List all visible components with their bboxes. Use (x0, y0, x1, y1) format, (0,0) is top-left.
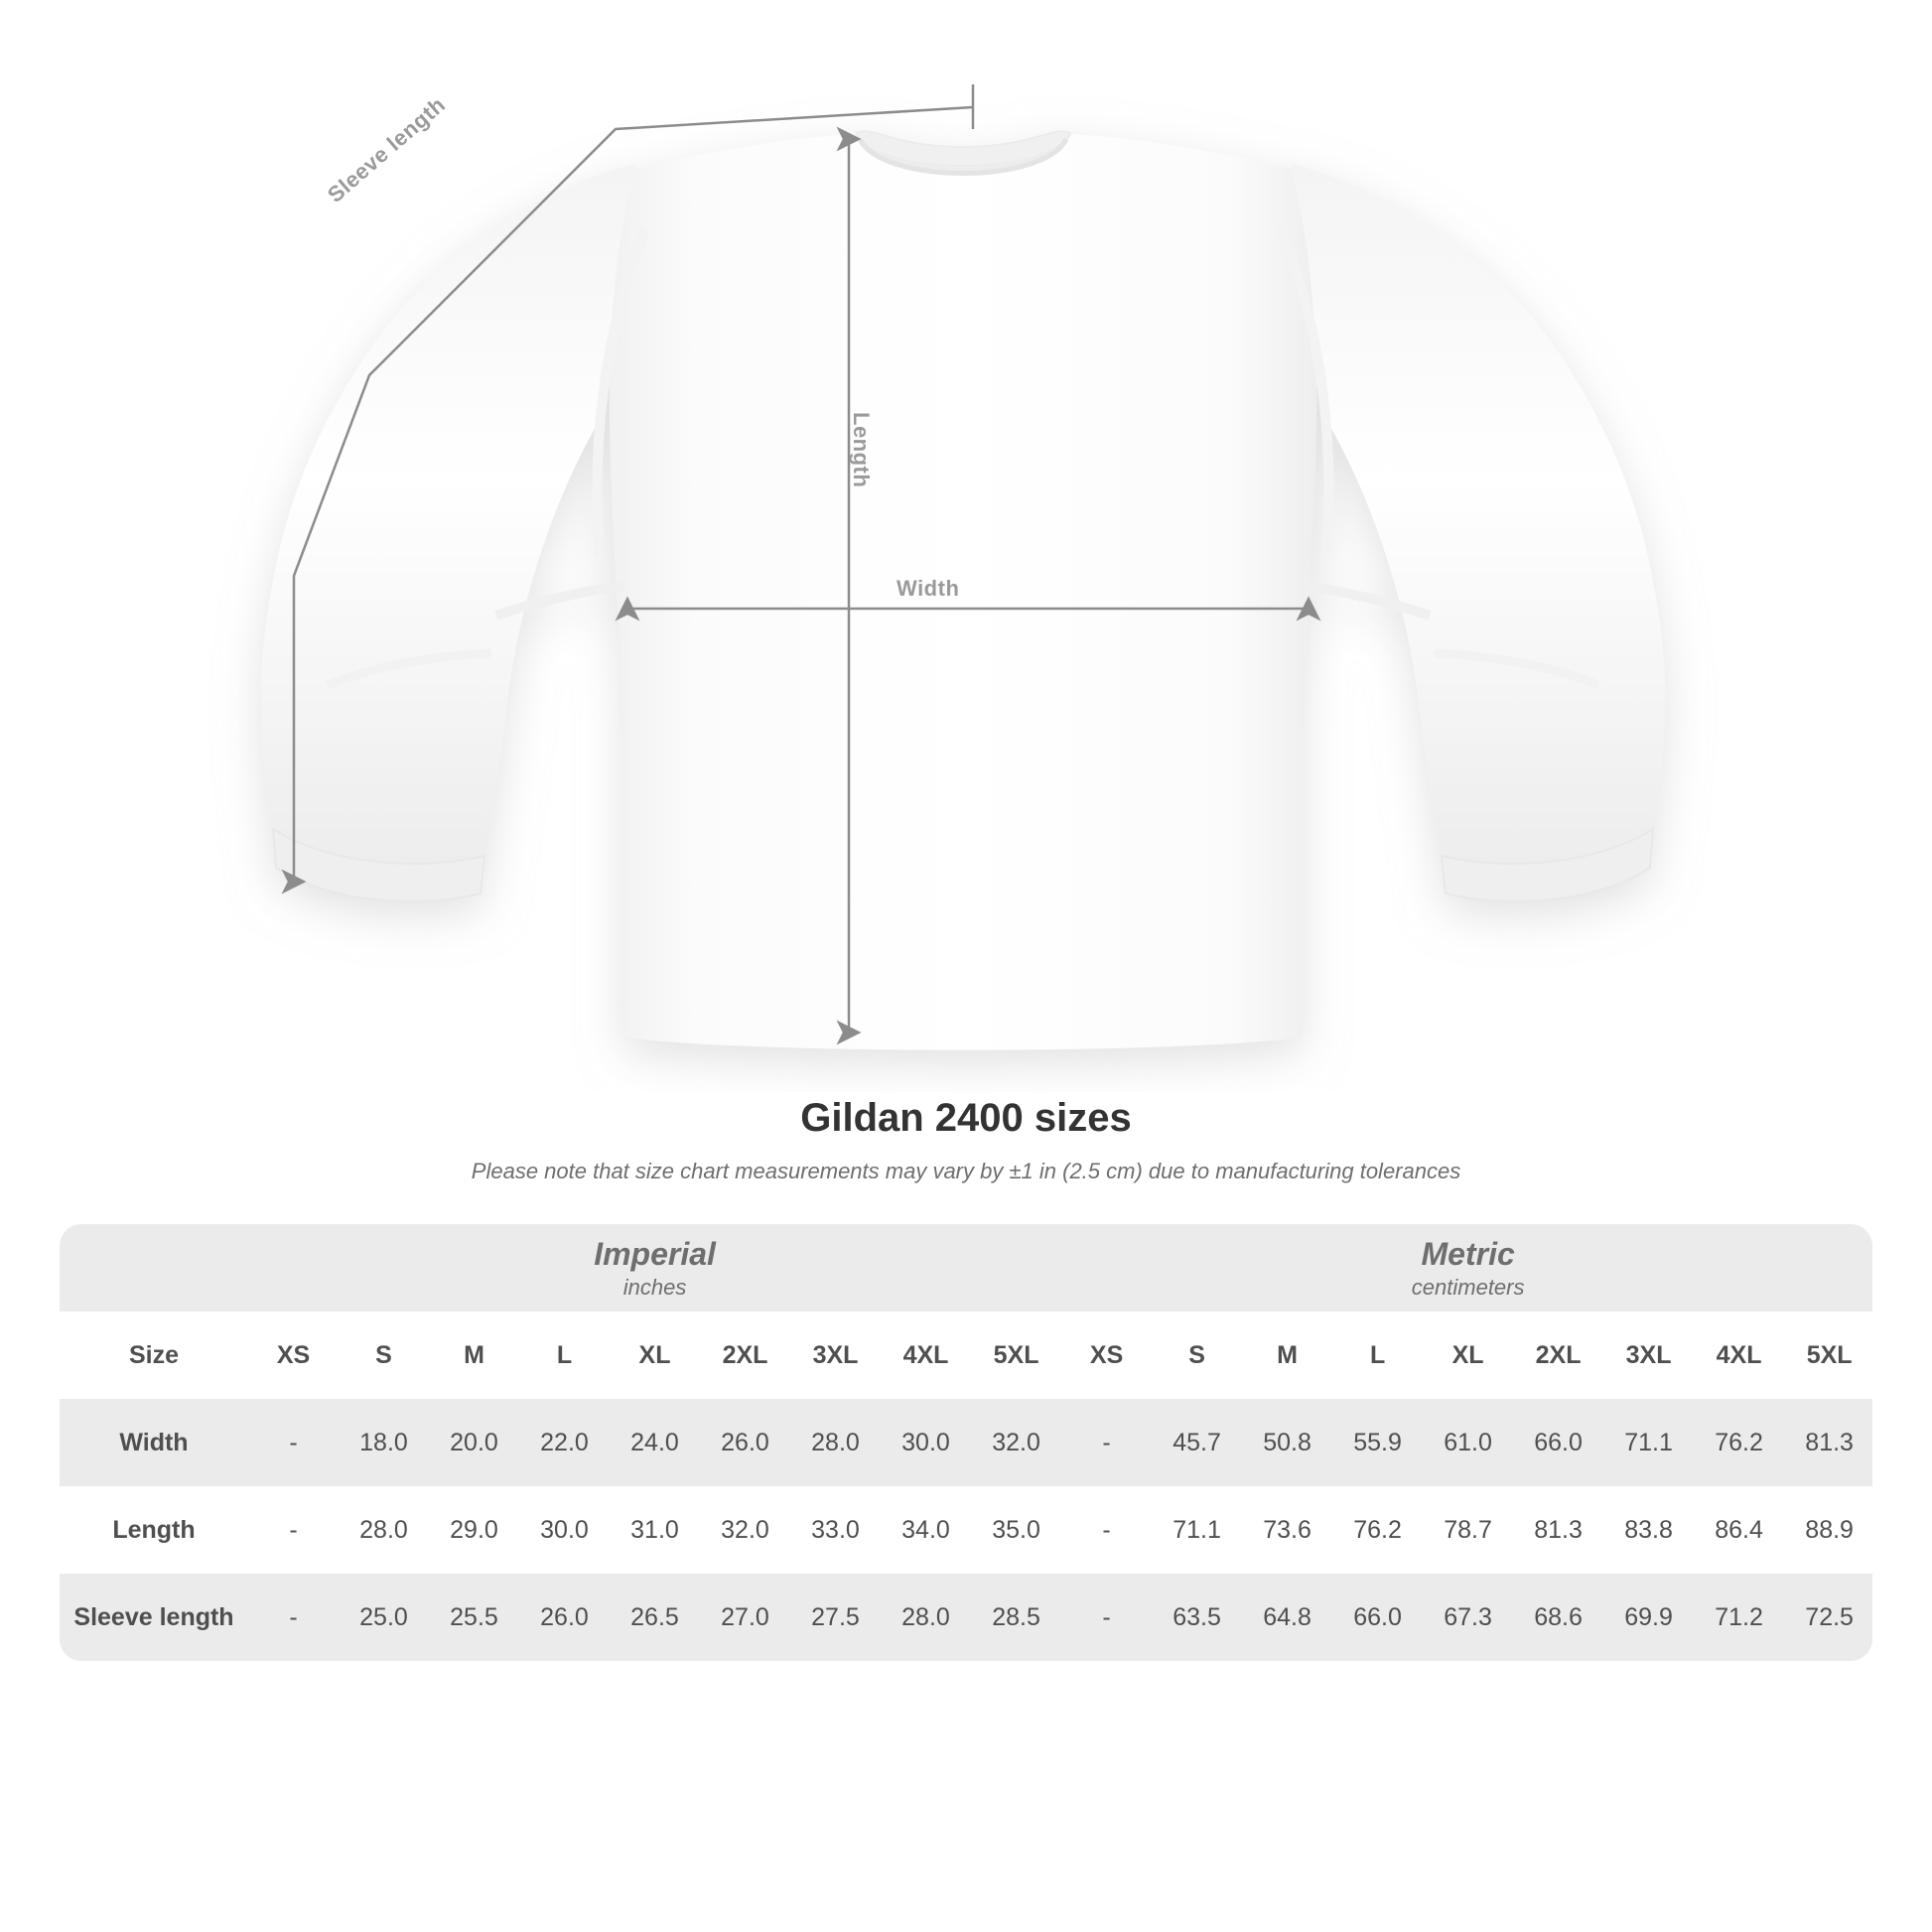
size-header-label: Size (60, 1311, 248, 1399)
cell-sleeve-imperial-m: 25.5 (429, 1574, 519, 1661)
size-table (60, 1224, 1872, 1661)
cell-sleeve-metric-3xl: 69.9 (1603, 1574, 1694, 1661)
size-col-metric-l: L (1332, 1311, 1423, 1399)
size-col-metric-xs: XS (1061, 1311, 1152, 1399)
title-block (0, 1096, 1932, 1184)
cell-sleeve-metric-s: 63.5 (1152, 1574, 1242, 1661)
unit-name-metric: Metric (1421, 1235, 1515, 1272)
cell-sleeve-metric-m: 64.8 (1242, 1574, 1332, 1661)
cell-width-metric-s: 45.7 (1152, 1399, 1242, 1486)
cell-sleeve-imperial-xs: - (248, 1574, 339, 1661)
cell-length-metric-xs: - (1061, 1486, 1152, 1574)
size-col-metric-4xl: 4XL (1694, 1311, 1784, 1399)
cell-length-metric-xl: 78.7 (1423, 1486, 1513, 1574)
unit-sub-imperial: inches (622, 1274, 687, 1300)
cell-width-imperial-xs: - (248, 1399, 339, 1486)
cell-length-imperial-5xl: 35.0 (971, 1486, 1061, 1574)
cell-length-imperial-xl: 31.0 (610, 1486, 700, 1574)
size-col-imperial-2xl: 2XL (700, 1311, 790, 1399)
size-col-imperial-xs: XS (248, 1311, 339, 1399)
cell-sleeve-imperial-l: 26.0 (519, 1574, 610, 1661)
cell-width-metric-2xl: 66.0 (1513, 1399, 1603, 1486)
size-col-metric-xl: XL (1423, 1311, 1513, 1399)
size-col-metric-m: M (1242, 1311, 1332, 1399)
cell-sleeve-imperial-4xl: 28.0 (881, 1574, 971, 1661)
size-table-wrapper (60, 1224, 1872, 1661)
cell-width-imperial-3xl: 28.0 (790, 1399, 881, 1486)
tolerance-note: Please note that size chart measurements may vary by ±1 in (2.5 cm) due to manufacturing tolerances (471, 1159, 1461, 1183)
cell-width-metric-xl: 61.0 (1423, 1399, 1513, 1486)
page-title: Gildan 2400 sizes (800, 1096, 1132, 1140)
size-col-imperial-m: M (429, 1311, 519, 1399)
cell-length-imperial-l: 30.0 (519, 1486, 610, 1574)
cell-width-metric-4xl: 76.2 (1694, 1399, 1784, 1486)
unit-group-imperial (248, 1224, 1061, 1311)
cell-length-metric-5xl: 88.9 (1784, 1486, 1872, 1574)
cell-length-imperial-3xl: 33.0 (790, 1486, 881, 1574)
size-col-metric-3xl: 3XL (1603, 1311, 1694, 1399)
unit-group-metric (1061, 1224, 1872, 1311)
cell-sleeve-metric-xs: - (1061, 1574, 1152, 1661)
cell-width-metric-3xl: 71.1 (1603, 1399, 1694, 1486)
cell-width-imperial-5xl: 32.0 (971, 1399, 1061, 1486)
cell-width-metric-xs: - (1061, 1399, 1152, 1486)
size-col-imperial-l: L (519, 1311, 610, 1399)
cell-length-metric-4xl: 86.4 (1694, 1486, 1784, 1574)
row-label-sleeve-length: Sleeve length (60, 1574, 248, 1661)
cell-sleeve-imperial-xl: 26.5 (610, 1574, 700, 1661)
cell-length-metric-l: 76.2 (1332, 1486, 1423, 1574)
cell-width-imperial-4xl: 30.0 (881, 1399, 971, 1486)
table-corner (60, 1224, 248, 1311)
cell-length-metric-m: 73.6 (1242, 1486, 1332, 1574)
cell-width-imperial-2xl: 26.0 (700, 1399, 790, 1486)
size-col-metric-5xl: 5XL (1784, 1311, 1872, 1399)
cell-width-metric-m: 50.8 (1242, 1399, 1332, 1486)
table-row (60, 1486, 1872, 1574)
length-label: Length (849, 412, 874, 488)
cell-length-imperial-xs: - (248, 1486, 339, 1574)
cell-length-metric-3xl: 83.8 (1603, 1486, 1694, 1574)
shirt-shape (261, 131, 1665, 1050)
cell-sleeve-imperial-2xl: 27.0 (700, 1574, 790, 1661)
size-col-metric-2xl: 2XL (1513, 1311, 1603, 1399)
unit-header-row (60, 1224, 1872, 1311)
cell-length-imperial-s: 28.0 (339, 1486, 429, 1574)
sleeve-length-label: Sleeve length (323, 91, 451, 207)
row-label-length: Length (60, 1486, 248, 1574)
cell-length-imperial-m: 29.0 (429, 1486, 519, 1574)
table-row (60, 1574, 1872, 1661)
cell-sleeve-metric-l: 66.0 (1332, 1574, 1423, 1661)
size-header-row (60, 1311, 1872, 1399)
unit-name-imperial: Imperial (594, 1235, 716, 1272)
size-col-imperial-5xl: 5XL (971, 1311, 1061, 1399)
size-col-imperial-4xl: 4XL (881, 1311, 971, 1399)
cell-sleeve-metric-xl: 67.3 (1423, 1574, 1513, 1661)
size-col-imperial-s: S (339, 1311, 429, 1399)
cell-width-imperial-l: 22.0 (519, 1399, 610, 1486)
cell-sleeve-imperial-3xl: 27.5 (790, 1574, 881, 1661)
cell-length-metric-s: 71.1 (1152, 1486, 1242, 1574)
cell-width-imperial-xl: 24.0 (610, 1399, 700, 1486)
row-label-width: Width (60, 1399, 248, 1486)
cell-width-imperial-m: 20.0 (429, 1399, 519, 1486)
size-col-metric-s: S (1152, 1311, 1242, 1399)
cell-width-metric-5xl: 81.3 (1784, 1399, 1872, 1486)
cell-sleeve-imperial-5xl: 28.5 (971, 1574, 1061, 1661)
size-col-imperial-xl: XL (610, 1311, 700, 1399)
cell-width-imperial-s: 18.0 (339, 1399, 429, 1486)
cell-width-metric-l: 55.9 (1332, 1399, 1423, 1486)
cell-sleeve-metric-4xl: 71.2 (1694, 1574, 1784, 1661)
cell-sleeve-metric-2xl: 68.6 (1513, 1574, 1603, 1661)
size-col-imperial-3xl: 3XL (790, 1311, 881, 1399)
unit-sub-metric: centimeters (1411, 1274, 1525, 1300)
cell-sleeve-metric-5xl: 72.5 (1784, 1574, 1872, 1661)
table-row (60, 1399, 1872, 1486)
width-label: Width (897, 576, 960, 601)
cell-length-metric-2xl: 81.3 (1513, 1486, 1603, 1574)
cell-length-imperial-4xl: 34.0 (881, 1486, 971, 1574)
cell-length-imperial-2xl: 32.0 (700, 1486, 790, 1574)
cell-sleeve-imperial-s: 25.0 (339, 1574, 429, 1661)
